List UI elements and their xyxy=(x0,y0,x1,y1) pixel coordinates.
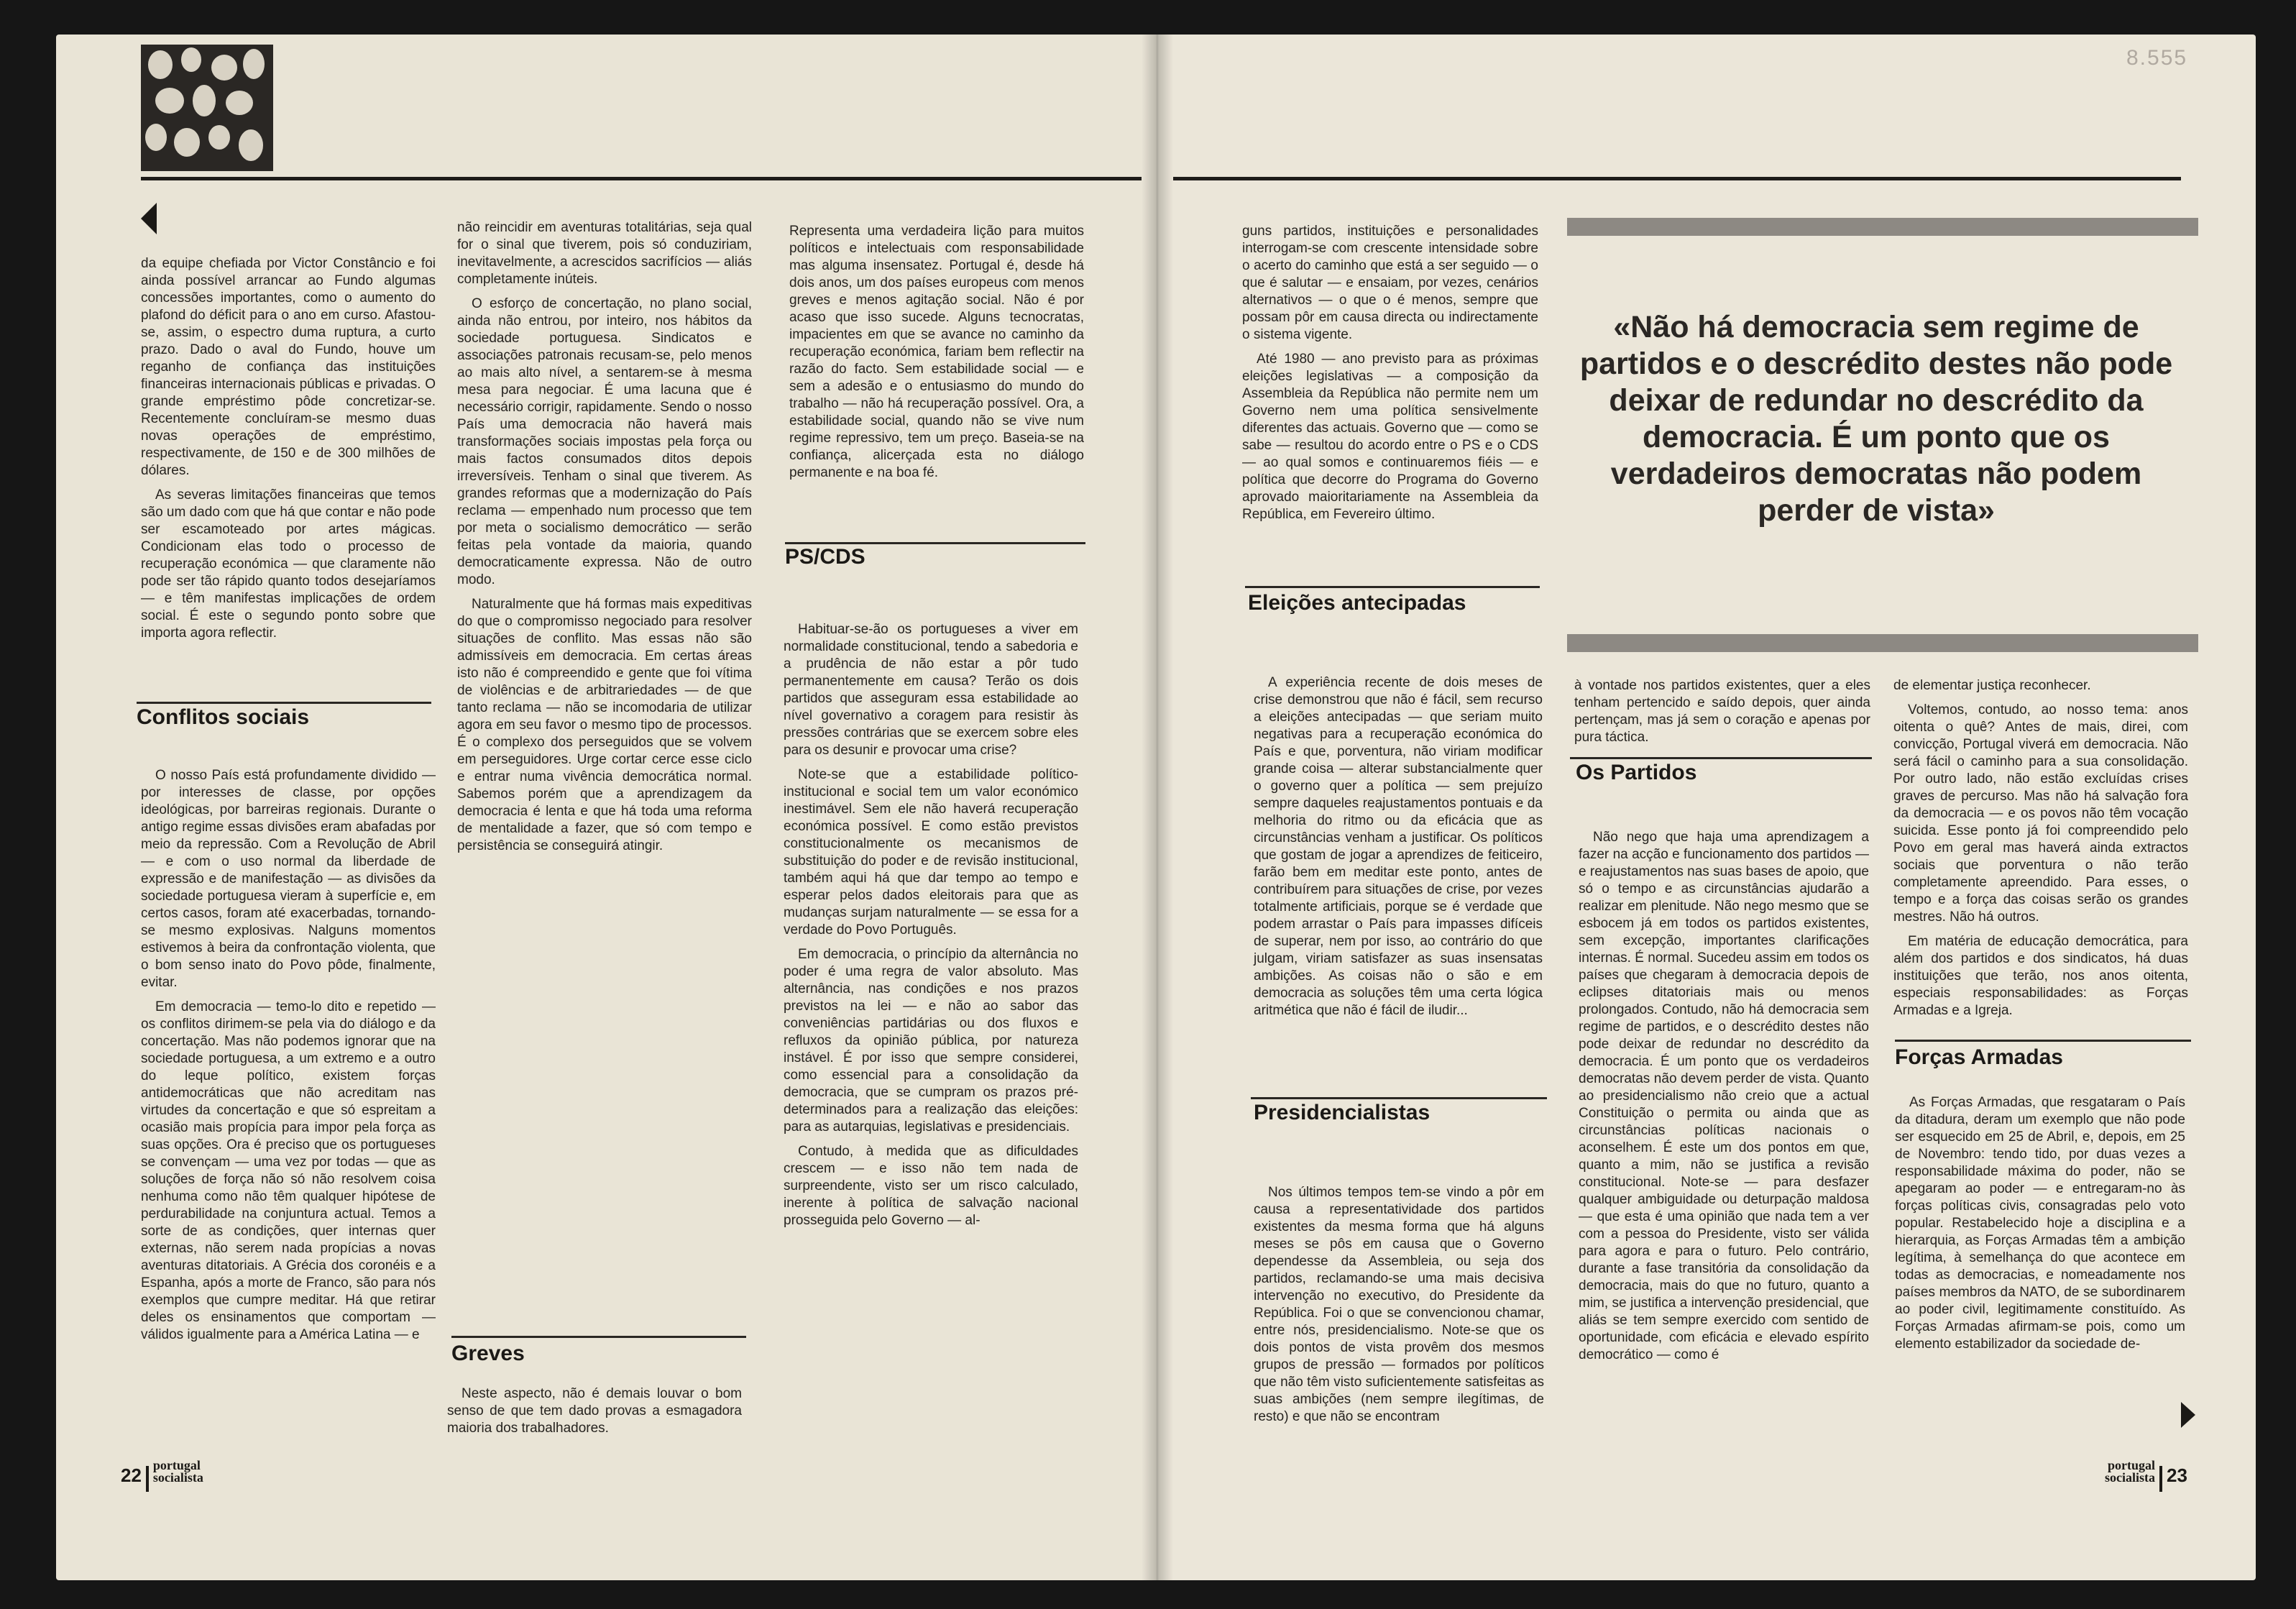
article-paragraph: Voltemos, contudo, ao nosso tema: anos oitenta o quê? Antes de mais, direi, com convicção, Portugal viverá em democracia. Não será fácil o caminho para a sua consolidação. Por outro lado, não estão excluídas crises graves de percurso. Mas não há salvação fora da democracia — e os povos não têm vocação suicida. Esse ponto já foi compreendido pelo Povo em geral mas haverá ainda extractos sociais que porventura o não terão completamente apreendido. Para esses, o tempo e a força das coisas serão os grandes mestres. Não há outros. xyxy=(1893,702,2188,925)
rule xyxy=(1895,1040,2191,1042)
folio-left xyxy=(121,1459,203,1492)
article-paragraph: à vontade nos partidos existentes, quer a eles tenham pertencido e saído depois, quer ainda pertençam, mas já sem o coração e apenas por pura táctica. xyxy=(1574,678,1870,745)
photo-collage-logo xyxy=(141,45,273,171)
rule xyxy=(1245,586,1540,588)
quote-bar-top xyxy=(1567,218,2198,236)
article-paragraph: Representa uma verdadeira lição para muitos políticos e intelectuais com responsabilidade mas alguma insensatez. Portugal é, desde há dois anos, um dos países europeus com menos greves e menos agitação social. Não é por acaso que isso sucede. Alguns tecnocratas, impacientes em que se avance no caminho da recuperação económica, fariam bem reflectir na razão do facto. Sem estabilidade social — e sem a adesão e o entusiasmo do mundo do trabalho — não há recuperação possível. Ora, a estabilidade social, quando não se vive num regime repressivo, tem um preço. Baseia-se na confiança, alicerçada esta no diálogo permanente e na boa fé. xyxy=(789,224,1084,480)
quote-bar-bottom xyxy=(1567,634,2198,652)
pull-quote: «Não há democracia sem regime de partidos e o descrédito destes não pode deixar de redundar no descrédito da democracia. É um ponto que os verdadeiros democratas não podem perder de vista» xyxy=(1579,310,2173,528)
article-paragraph: Em matéria de educação democrática, para além dos partidos e dos sindicatos, há duas instituições que terão, nos anos oitenta, especiais responsabilidades: as Forças Armadas e a Igreja. xyxy=(1893,934,2188,1018)
article-paragraph: Naturalmente que há formas mais expeditivas do que o compromisso negociado para resolver situações de conflito. Mas essas não são admissíveis em democracia. Em certas áreas isto não é compreendido e gente que foi vítima de violências e de arbitrariedades — de que tanto reclama — não se incomodaria de utilizar agora em seu favor o mesmo tipo de processos. É o complexo dos perseguidos que se volvem em perseguidores. Urge cortar cerce esse ciclo e entrar numa vivência democrática normal. Sabemos porém que a aprendizagem da democracia é lenta e que há toda uma reforma de mentalidade a fazer, que só com tempo e persistência se conseguirá atingir. xyxy=(457,597,752,853)
article-paragraph: Em democracia — temo-lo dito e repetido — os conflitos dirimem-se pela via do diálogo e da concertação. Mas não podemos ignorar que na sociedade portuguesa, a um extremo e a outro do leque político, existem forças antidemocráticas que não acreditam nas virtudes da concertação e que só espreitam a ocasião mais propícia para impor pela força as suas opções. Ora é preciso que os portugueses se convençam — uma vez por todas — que as soluções de força não só não resolvem coisa nenhuma como não têm qualquer hipótese de perdurabilidade na conjuntura actual. Temos a sorte de as condições, quer internas quer externas, não serem nada propícias a novas aventuras ditatoriais. A Grécia dos coronéis e a Espanha, após a morte de Franco, são para nós exemplos que cumpre meditar. Há que retirar deles os ensinamentos que comportam — válidos igualmente para a América Latina — e xyxy=(141,999,436,1342)
article-paragraph: O nosso País está profundamente dividido — por interesses de classe, por opções ideológicas, por barreiras regionais. Durante o antigo regime essas divisões eram abafadas por meio da repressão. Com a Revolução de Abril — e com o uso normal da liberdade de expressão e de manifestação — as divisões da sociedade portuguesa vieram à superfície e, em certos casos, foram até exacerbadas, tornando-se mesmo explosivas. Nalguns momentos estivemos à beira da confrontação violenta, que o bom senso inato do Povo pôde, finalmente, evitar. xyxy=(141,768,436,990)
archive-stamp: 8.555 xyxy=(2126,46,2188,70)
article-paragraph: Contudo, à medida que as dificuldades crescem — e isso não tem nada de surpreendente, visto ser um risco calculado, inerente à política de salvação nacional prosseguida pelo Governo — al- xyxy=(784,1144,1078,1228)
heading-conflitos-sociais: Conflitos sociais xyxy=(137,705,310,729)
left-col-3b xyxy=(784,621,1078,1237)
article-paragraph: As severas limitações financeiras que temos são um dado com que há que contar e não pode ser escamoteado por artes mágicas. Condicionam elas todo o processo de recuperação económica — que claramente não pode ser tão rápido quanto todos desejaríamos — e têm manifestas implicações de ordem social. É este o segundo ponto sobre que importa agora reflectir. xyxy=(141,487,436,641)
article-paragraph: Em democracia, o princípio da alternância no poder é uma regra de valor absoluto. Mas alternância, nas condições e nos prazos previstos na lei — e não ao sabor das conveniências partidárias ou dos fluxos e refluxos da opinião pública, por natureza instável. É por isso que sempre considerei, como essencial para a consolidação da democracia, que se cumpram os prazos pré-determinados para a realização das eleições: para as autarquias, legislativas e presidenciais. xyxy=(784,947,1078,1134)
page-number: 22 xyxy=(121,1464,142,1486)
right-col-4b xyxy=(1254,674,1543,1027)
continued-on-arrow-icon xyxy=(2181,1402,2195,1428)
article-paragraph: Neste aspecto, não é demais louvar o bom senso de que tem dado provas a esmagadora maioria dos trabalhadores. xyxy=(447,1386,742,1436)
masthead-mark: portugal socialista xyxy=(152,1458,203,1485)
article-paragraph: As Forças Armadas, que resgataram o País da ditadura, deram um exemplo que não pode ser esquecido em 25 de Abril, e, depois, em 25 de Novembro: tendo tido, por duas vezes a responsabilidade máxima do poder, não se apegaram ao poder — e entregaram-no às forças políticas civis, consagradas pelo voto popular. Restabelecido hoje a disciplina e a hierarquia, as Forças Armadas têm a ambição legítima, à semelhança do que acontece em todas as democracias, e nomeadamente nos países membros da NATO, de se subordinarem ao poder civil, legitimamente constituído. As Forças Armadas afirmam-se pois, como um elemento estabilizador da sociedade de- xyxy=(1895,1095,2185,1352)
right-col-6 xyxy=(1893,677,2188,1027)
left-col-3 xyxy=(789,223,1084,489)
right-col-6b xyxy=(1895,1094,2185,1360)
heading-ps-cds: PS/CDS xyxy=(785,545,865,569)
article-paragraph: Nos últimos tempos tem-se vindo a pôr em causa a representatividade dos partidos existentes da mesma forma que há alguns meses se pôs em causa que o Governo dependesse da Assembleia, ou seja dos partidos, reclamando-se uma mais decisiva intervenção no executivo, do Presidente da República. Foi o que se convencionou chamar, entre nós, presidencialismo. Note-se que os dois pontos de vista provêm dos mesmos grupos de pressão — formados por políticos que não têm visto suficientemente satisfeitas as suas ambições (nem sempre ilegítimas, de resto) e que não se encontram xyxy=(1254,1185,1544,1424)
rule xyxy=(1570,757,1872,759)
right-col-5 xyxy=(1574,677,1870,753)
article-paragraph: da equipe chefiada por Victor Constâncio e foi ainda possível arrancar ao Fundo algumas concessões importantes, como o aumento do plafond do déficit para o ano em curso. Afastou-se, assim, o espectro duma ruptura, a curto prazo. Dado o aval do Fundo, houve um reganho de confiança das instituições financeiras internacionais públicas e privadas. O grande empréstimo pôde concretizar-se. Recentemente concluíram-se mesmo duas novas operações de empréstimo, respectivamente, de 150 e de 300 milhões de dólares. xyxy=(141,256,436,478)
rule xyxy=(451,1336,746,1338)
article-paragraph: Até 1980 — ano previsto para as próximas eleições legislativas — a composição da Assembleia da República não permite nem um Governo nem uma política sensivelmente diferentes das actuais. Governo que — como se sabe — resultou do acordo entre o PS e o CDS — ao qual somos e continuaremos fiéis — e política que decorre do Programa do Governo aprovado maioritariamente na Assembleia da República, em Fevereiro último. xyxy=(1242,352,1538,522)
folio-right xyxy=(2105,1459,2187,1492)
rule xyxy=(1251,1097,1547,1099)
heading-greves: Greves xyxy=(451,1342,525,1365)
right-col-4 xyxy=(1242,223,1538,531)
right-col-5b xyxy=(1579,829,1869,1371)
masthead-mark: portugal socialista xyxy=(2105,1458,2155,1485)
article-paragraph: Não nego que haja uma aprendizagem a fazer na acção e funcionamento dos partidos — e reajustamentos nas suas bases de apoio, que só o tempo e as circunstâncias ajudarão a realizar em plenitude. Não nego mesmo que se esbocem já em todos os partidos existentes, sem excepção, importantes clarificações internas. É normal. Sucedeu assim em todos os países que chegaram à democracia depois de eclipses ditatoriais mais ou menos prolongados. Contudo, não há democracia sem regime de partidos, e o descrédito destes não pode deixar de redundar no descrédito da democracia. É um ponto que os verdadeiros democratas não devem perder de vista. Quanto ao presidencialismo não creio que a actual Constituição o permita ou ainda que as circunstâncias políticas nacionais o aconselhem. É este um dos pontos em que, quanto a mim, não se justifica a revisão constitucional. Note-se — para desfazer qualquer ambiguidade ou deturpação maldosa — que esta é uma opinião que nada tem a ver com a pessoa do Presidente, visto ser válida para agora e para o futuro. Pelo contrário, durante a fase transitória da consolidação da democracia, mais do que no futuro, quanto a mim, se justifica a intervenção presidencial, que aliás se tem sempre exercido com sentido de oportunidade, com eficácia e elevado espírito democrático — como é xyxy=(1579,830,1869,1362)
top-rule-right xyxy=(1173,177,2181,180)
left-col-2b xyxy=(447,1385,742,1444)
article-paragraph: O esforço de concertação, no plano social, ainda não entrou, por inteiro, nos hábitos da sociedade portuguesa. Sindicatos e associações patronais recusam-se, pelo menos ao mais alto nível, a sentarem-se à mesma mesa para negociar. É uma lacuna que é necessário corrigir, rapidamente. Sendo o nosso País uma democracia não haverá mais transformações sociais impostas pela força ou mais factos consumados ditos depois irreversíveis. Tenham o sinal que tiverem. As grandes reformas que a modernização do País reclama — empenhado num processo que tem por meta o socialismo democrático — serão feitas pela vontade da maioria, quando democraticamente expressa. Não de outro modo. xyxy=(457,296,752,587)
article-paragraph: de elementar justiça reconhecer. xyxy=(1893,678,2091,693)
spine-gutter xyxy=(1142,35,1173,1580)
left-col-1b xyxy=(141,767,436,1351)
rule xyxy=(137,702,431,704)
heading-os-partidos: Os Partidos xyxy=(1576,761,1697,784)
heading-forcas-armadas: Forças Armadas xyxy=(1895,1045,2063,1069)
rule xyxy=(785,542,1085,544)
right-col-4c xyxy=(1254,1184,1544,1433)
top-rule-left xyxy=(141,177,1142,180)
left-col-2 xyxy=(457,219,752,862)
heading-presidencialistas: Presidencialistas xyxy=(1254,1101,1431,1124)
page-number: 23 xyxy=(2167,1464,2187,1486)
left-col-1 xyxy=(141,255,436,649)
continued-from-arrow-icon xyxy=(141,203,157,234)
article-paragraph: Note-se que a estabilidade político-institucional e social tem um valor económico inestimável. Sem ele não haverá recuperação económica possível. E como estão previstos constitucionalmente os mecanismos de substituição do poder e de revisão institucional, também aqui há que dar tempo ao tempo e esperar pelos dados eleitorais para que as mudanças surjam naturalmente — se essa for a verdade do Povo Português. xyxy=(784,767,1078,938)
article-paragraph: A experiência recente de dois meses de crise demonstrou que não é fácil, sem recurso a eleições antecipadas — que seriam muito negativas para a recuperação económica do País e que, porventura, não viriam modificar grande coisa — alterar substancialmente quer o governo quer a política — sem prejuízo sempre daqueles reajustamentos pontuais e da melhoria do ritmo ou da eficácia que as circunstâncias venham a justificar. Os políticos que gostam de jogar a aprendizes de feiticeiro, farão bem em meditar este ponto, antes de contribuírem para situações de crise, por vezes totalmente artificiais, porque se é verdade que podem arrastar o País para impasses difíceis de superar, nem por isso, ao contrário do que julgam, viriam satisfazer as suas insensatas ambições. As coisas não o são e em democracia as soluções têm uma certa lógica aritmética que não é fácil de iludir... xyxy=(1254,675,1543,1018)
heading-eleicoes-antecipadas: Eleições antecipadas xyxy=(1248,591,1466,615)
article-paragraph: não reincidir em aventuras totalitárias, seja qual for o sinal que tiverem, pois só conduziriam, inevitavelmente, a acrescidos sacrifícios — aliás completamente inúteis. xyxy=(457,220,752,287)
article-paragraph: guns partidos, instituições e personalidades interrogam-se com crescente intensidade sobre o acerto do caminho que está a ser seguido — o que é salutar — e ensaiam, por vezes, cenários alternativos — o que o é menos, sempre que possam pôr em causa directa ou indirectamente o sistema vigente. xyxy=(1242,224,1538,342)
article-paragraph: Habituar-se-ão os portugueses a viver em normalidade constitucional, tendo a sabedoria e a prudência de não estar a pôr tudo permanentemente em causa? Terão os dois partidos que asseguram essa estabilidade ao nível governativo a coragem para resistir às pressões contrárias que se exercem sobre eles para os desunir e provocar uma crise? xyxy=(784,622,1078,758)
